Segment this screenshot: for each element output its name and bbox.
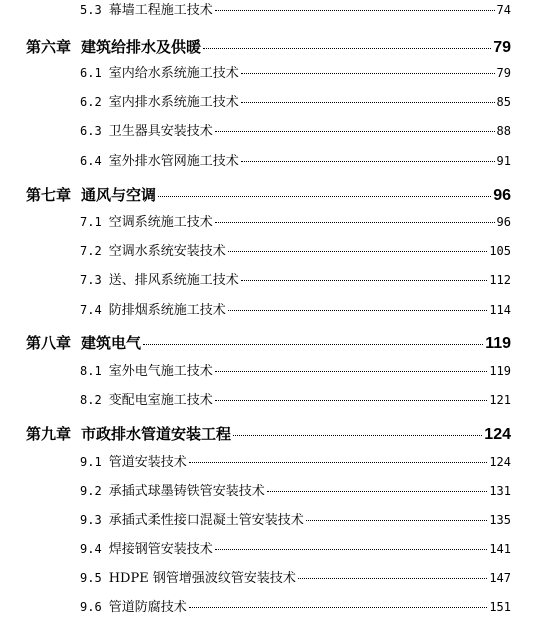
section-number: 8.2: [80, 393, 102, 407]
page-number: 96: [493, 187, 511, 204]
dot-leader: [241, 280, 488, 281]
section-title: HDPE 钢管增强波纹管安装技术: [108, 571, 296, 586]
toc-entry-9-1[interactable]: [80, 451, 511, 470]
dot-leader: [189, 462, 488, 463]
toc-entry-9-4[interactable]: [80, 538, 511, 557]
dot-leader: [241, 102, 495, 103]
toc-entry-6-4[interactable]: [80, 150, 511, 169]
toc-chapter-9[interactable]: [26, 423, 511, 444]
toc-entry-9-2[interactable]: [80, 480, 511, 499]
section-title: 承插式柔性接口混凝土管安装技术: [108, 513, 304, 528]
dot-leader: [189, 607, 488, 608]
page-number: 124: [484, 426, 511, 443]
dot-leader: [233, 435, 482, 436]
page-number: 124: [489, 455, 511, 469]
dot-leader: [215, 400, 488, 401]
page-number: 131: [489, 484, 511, 498]
section-title: 焊接钢管安装技术: [108, 542, 213, 557]
section-title: 室外电气施工技术: [108, 364, 213, 379]
page-number: 96: [496, 215, 511, 229]
page-number: 112: [489, 273, 511, 287]
section-title: 室内给水系统施工技术: [108, 66, 239, 81]
section-number: 6.3: [80, 124, 102, 138]
section-number: 6.2: [80, 95, 102, 109]
page-number: 88: [496, 124, 511, 138]
page-number: 105: [489, 244, 511, 258]
toc-entry-9-3[interactable]: [80, 509, 511, 528]
dot-leader: [267, 491, 488, 492]
section-title: 空调水系统安装技术: [108, 244, 226, 259]
dot-leader: [241, 161, 495, 162]
toc-entry-8-1[interactable]: [80, 360, 511, 379]
dot-leader: [215, 549, 488, 550]
toc-chapter-7[interactable]: [26, 184, 511, 205]
dot-leader: [215, 371, 488, 372]
chapter-number: 第七章: [26, 186, 72, 204]
section-number: 7.3: [80, 273, 102, 287]
section-title: 室外排水管网施工技术: [108, 154, 239, 169]
dot-leader: [203, 48, 491, 49]
page-number: 119: [485, 335, 511, 352]
dot-leader: [215, 10, 495, 11]
page-number: 91: [496, 154, 511, 168]
page-number: 141: [489, 542, 511, 556]
section-title: 管道防腐技术: [108, 600, 187, 615]
section-number: 7.4: [80, 303, 102, 317]
toc-chapter-8[interactable]: [26, 332, 511, 353]
dot-leader: [228, 251, 488, 252]
dot-leader: [158, 196, 491, 197]
page-number: 85: [496, 95, 511, 109]
page-number: 74: [496, 3, 511, 17]
toc-entry-6-2[interactable]: [80, 91, 511, 110]
page-number: 79: [493, 39, 511, 56]
section-number: 9.1: [80, 455, 102, 469]
toc-entry-7-2[interactable]: [80, 240, 511, 259]
chapter-number: 第六章: [26, 38, 72, 56]
section-number: 5.3: [80, 3, 102, 17]
toc-entry-7-4[interactable]: [80, 299, 511, 318]
section-title: 送、排风系统施工技术: [108, 273, 239, 288]
section-title: 变配电室施工技术: [108, 393, 213, 408]
section-number: 6.4: [80, 154, 102, 168]
page-number: 119: [489, 364, 511, 378]
chapter-title: 建筑给排水及供暖: [81, 38, 202, 56]
dot-leader: [241, 73, 495, 74]
toc-entry-5-3[interactable]: [80, 0, 511, 18]
section-number: 6.1: [80, 66, 102, 80]
chapter-title: 市政排水管道安装工程: [81, 425, 232, 443]
toc-entry-6-1[interactable]: [80, 62, 511, 81]
chapter-title: 建筑电气: [81, 334, 142, 352]
section-title: 承插式球墨铸铁管安装技术: [108, 484, 265, 499]
dot-leader: [143, 344, 483, 345]
section-title: 卫生器具安装技术: [108, 124, 213, 139]
toc-entry-8-2[interactable]: [80, 389, 511, 408]
toc-entry-7-3[interactable]: [80, 269, 511, 288]
section-number: 7.2: [80, 244, 102, 258]
dot-leader: [228, 310, 488, 311]
section-number: 9.3: [80, 513, 102, 527]
toc-entry-9-5[interactable]: [80, 567, 511, 586]
chapter-title: 通风与空调: [81, 186, 157, 204]
section-number: 8.1: [80, 364, 102, 378]
page-number: 114: [489, 303, 511, 317]
page-number: 121: [489, 393, 511, 407]
toc-chapter-6[interactable]: [26, 36, 511, 57]
dot-leader: [306, 520, 488, 521]
section-number: 9.6: [80, 600, 102, 614]
dot-leader: [298, 578, 487, 579]
section-number: 9.2: [80, 484, 102, 498]
chapter-number: 第八章: [26, 334, 72, 352]
section-title: 空调系统施工技术: [108, 215, 213, 230]
page-number: 79: [496, 66, 511, 80]
toc-entry-7-1[interactable]: [80, 211, 511, 230]
page-number: 135: [489, 513, 511, 527]
section-title: 防排烟系统施工技术: [108, 303, 226, 318]
chapter-number: 第九章: [26, 425, 72, 443]
section-number: 9.4: [80, 542, 102, 556]
section-title: 幕墙工程施工技术: [108, 3, 213, 18]
toc-entry-9-6[interactable]: [80, 596, 511, 615]
section-number: 7.1: [80, 215, 102, 229]
section-number: 9.5: [80, 571, 102, 585]
page-number: 147: [489, 571, 511, 585]
dot-leader: [215, 222, 495, 223]
dot-leader: [215, 131, 495, 132]
page-number: 151: [489, 600, 511, 614]
section-title: 室内排水系统施工技术: [108, 95, 239, 110]
section-title: 管道安装技术: [108, 455, 187, 470]
toc-entry-6-3[interactable]: [80, 120, 511, 139]
